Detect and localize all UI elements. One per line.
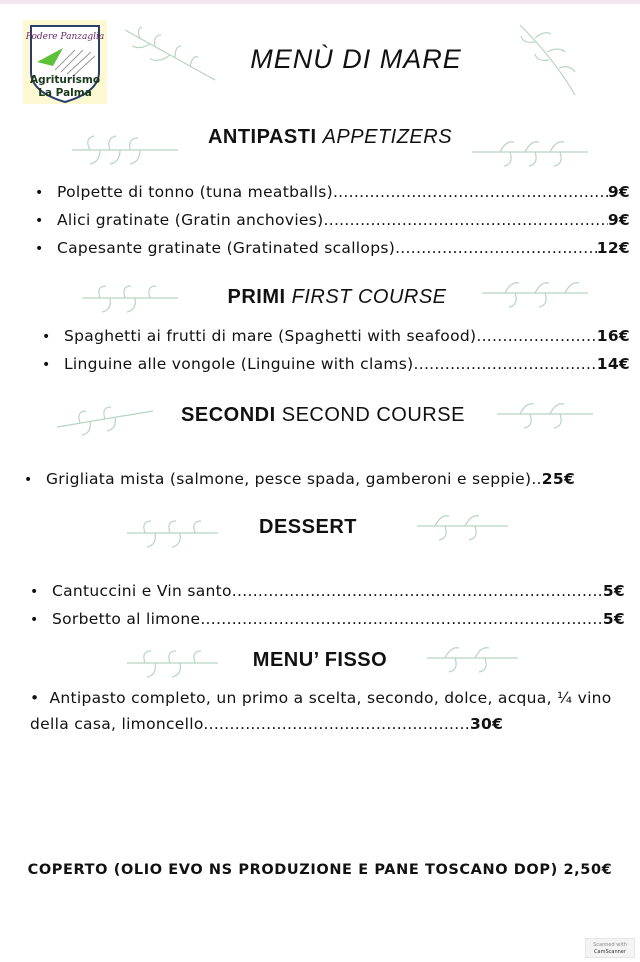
top-border: [0, 0, 640, 4]
section-heading-primi: [17, 286, 640, 309]
item-price: 5€: [602, 582, 625, 600]
bullet: •: [42, 329, 51, 345]
section-heading-secondi: [3, 404, 640, 427]
bullet: •: [30, 584, 39, 600]
section-title-english: FIRST COURSE: [291, 286, 447, 308]
cover-charge: COPERTO (OLIO EVO NS PRODUZIONE E PANE TOSCANO DOP) 2,50€: [27, 862, 613, 878]
scanner-brand: CamScanner: [594, 949, 626, 955]
menu-item: [24, 470, 630, 488]
item-name: Grigliata mista (salmone, pesce spada, gamberoni e seppie)..: [46, 470, 542, 488]
section-title: PRIMI: [227, 286, 286, 308]
menu-title: MENÙ DI MARE: [250, 44, 462, 74]
bullet: •: [30, 612, 39, 628]
bullet: •: [35, 213, 44, 229]
menu-item: [35, 211, 630, 229]
svg-text:La Palma: La Palma: [38, 87, 92, 99]
section-title-english: SECOND COURSE: [281, 404, 465, 426]
item-price: 14€: [596, 355, 630, 373]
bullet: •: [24, 472, 33, 488]
section-title: DESSERT: [259, 516, 357, 538]
menu-item: [30, 582, 625, 600]
item-name: Antipasto completo, un primo a scelta, secondo, dolce, acqua, ¼ vino della casa, limoncello: [30, 689, 612, 733]
svg-text:Podere Panzaglia: Podere Panzaglia: [25, 32, 105, 42]
section-title: SECONDI: [181, 404, 276, 426]
item-name: Capesante gratinate (Gratinated scallops): [57, 239, 396, 257]
menu-item: [35, 239, 630, 257]
bullet: •: [35, 185, 44, 201]
scanner-label: Scanned with: [593, 942, 627, 948]
bullet: •: [30, 689, 40, 707]
svg-text:Agriturismo: Agriturismo: [29, 74, 101, 86]
camscanner-watermark: [585, 938, 635, 958]
item-name: Alici gratinate (Gratin anchovies): [57, 211, 324, 229]
item-name: Polpette di tonno (tuna meatballs): [57, 183, 333, 201]
item-name: Linguine alle vongole (Linguine with clams): [64, 355, 414, 373]
item-price: 12€: [596, 239, 630, 257]
menu-item: [42, 355, 630, 373]
section-heading-menu-fisso: [0, 649, 640, 672]
item-price: 9€: [607, 211, 630, 229]
section-heading-antipasti: [10, 126, 640, 149]
item-name: Cantuccini e Vin santo: [52, 582, 232, 600]
section-title: ANTIPASTI: [207, 126, 317, 148]
menu-item: • Antipasto completo, un primo a scelta, secondo, dolce, acqua, ¼ vino della casa, limoncello...................................................30€: [30, 689, 612, 733]
menu-item: [30, 610, 625, 628]
bullet: •: [42, 357, 51, 373]
item-price: 30€: [469, 715, 504, 733]
bullet: •: [35, 241, 44, 257]
item-name: Sorbetto al limone: [52, 610, 201, 628]
menu-item: [35, 183, 630, 201]
item-price: 9€: [607, 183, 630, 201]
item-name: Spaghetti ai frutti di mare (Spaghetti with seafood): [64, 327, 477, 345]
menu-item: [42, 327, 630, 345]
section-title-english: APPETIZERS: [322, 126, 453, 148]
section-heading-dessert: [0, 516, 628, 539]
section-title: MENU’ FISSO: [252, 649, 388, 671]
item-price: 25€: [541, 470, 576, 488]
item-price: 5€: [602, 610, 625, 628]
item-price: 16€: [596, 327, 630, 345]
